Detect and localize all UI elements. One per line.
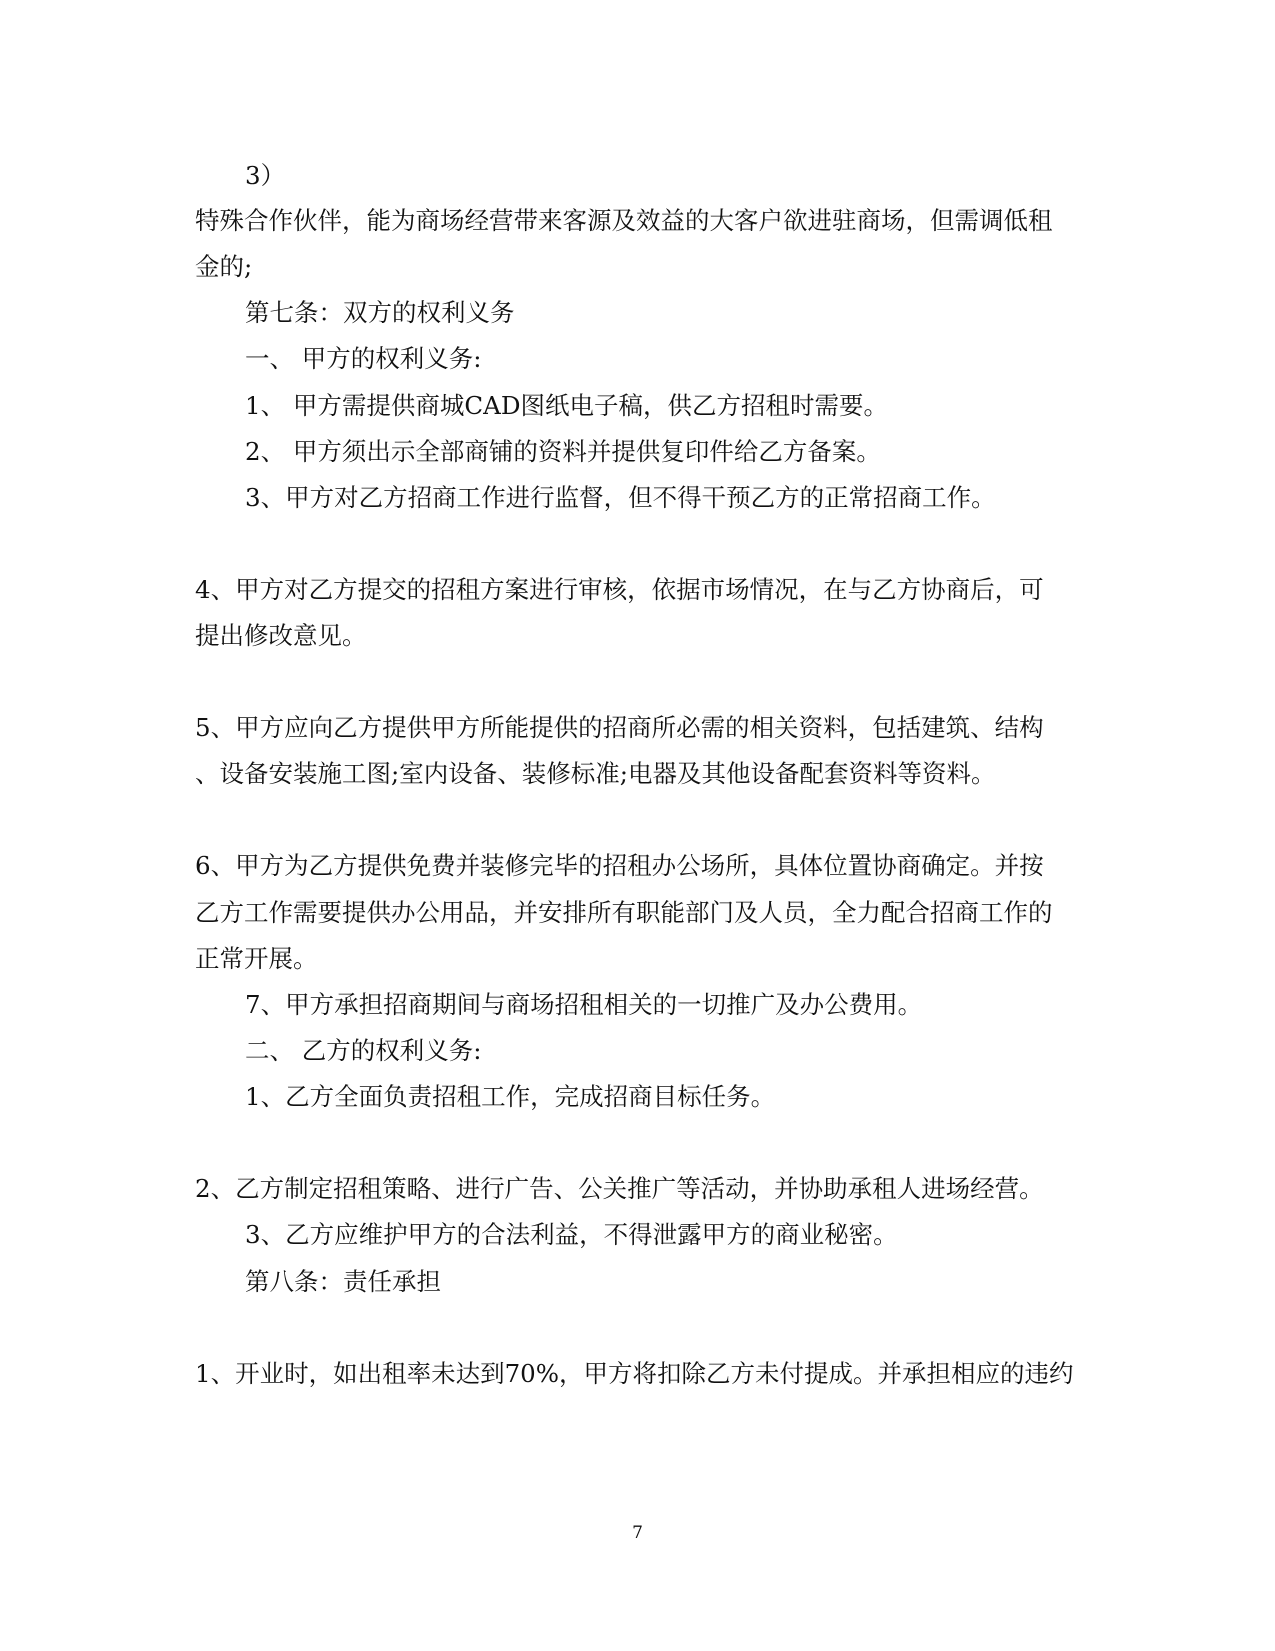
paragraph-line: 6、甲方为乙方提供免费并装修完毕的招租办公场所，具体位置协商确定。并按 bbox=[195, 851, 1044, 880]
paragraph-line: 4、甲方对乙方提交的招租方案进行审核，依据市场情况，在与乙方协商后，可 bbox=[195, 575, 1044, 604]
paragraph-line: 、设备安装施工图;室内设备、装修标准;电器及其他设备配套资料等资料。 bbox=[195, 759, 996, 788]
paragraph-line: 1、开业时，如出租率未达到70%，甲方将扣除乙方未付提成。并承担相应的违约 bbox=[195, 1359, 1074, 1388]
paragraph-line: 金的; bbox=[195, 252, 253, 281]
section-heading-party-a: 一、 甲方的权利义务: bbox=[245, 344, 482, 373]
paragraph-line: 7、甲方承担招商期间与商场招租相关的一切推广及办公费用。 bbox=[245, 990, 923, 1019]
article-heading-8: 第八条：责任承担 bbox=[245, 1267, 441, 1296]
paragraph-line: 提出修改意见。 bbox=[195, 621, 367, 650]
paragraph-line: 2、 甲方须出示全部商铺的资料并提供复印件给乙方备案。 bbox=[245, 437, 881, 466]
paragraph-line: 1、 甲方需提供商城CAD图纸电子稿，供乙方招租时需要。 bbox=[245, 391, 888, 420]
paragraph-line: 2、乙方制定招租策略、进行广告、公关推广等活动，并协助承租人进场经营。 bbox=[195, 1174, 1044, 1203]
paragraph-line: 乙方工作需要提供办公用品，并安排所有职能部门及人员，全力配合招商工作的 bbox=[195, 898, 1053, 927]
paragraph-line: 1、乙方全面负责招租工作，完成招商目标任务。 bbox=[245, 1082, 776, 1111]
list-marker-3: 3） bbox=[245, 161, 286, 190]
paragraph-line: 5、甲方应向乙方提供甲方所能提供的招商所必需的相关资料，包括建筑、结构 bbox=[195, 713, 1044, 742]
paragraph-line: 特殊合作伙伴，能为商场经营带来客源及效益的大客户欲进驻商场，但需调低租 bbox=[195, 206, 1053, 235]
paragraph-line: 3、乙方应维护甲方的合法利益，不得泄露甲方的商业秘密。 bbox=[245, 1220, 898, 1249]
article-heading-7: 第七条：双方的权利义务 bbox=[245, 298, 515, 327]
paragraph-line: 正常开展。 bbox=[195, 944, 318, 973]
page-number: 7 bbox=[632, 1523, 643, 1543]
paragraph-line: 3、甲方对乙方招商工作进行监督，但不得干预乙方的正常招商工作。 bbox=[245, 483, 996, 512]
section-heading-party-b: 二、 乙方的权利义务: bbox=[245, 1036, 482, 1065]
